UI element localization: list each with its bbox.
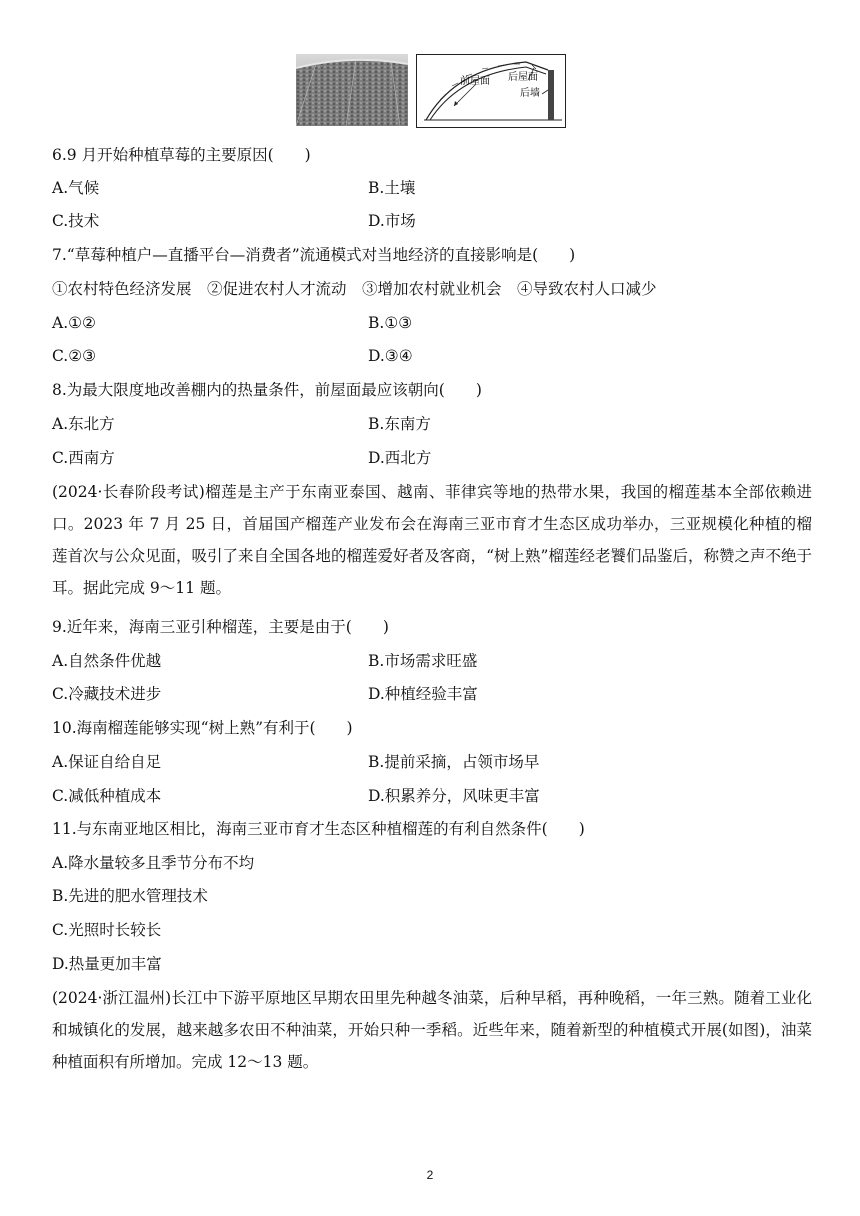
q8-option-b: B.东南方 [368, 415, 431, 433]
q10-option-d: D.积累养分，风味更丰富 [368, 787, 540, 805]
q9-option-a: A.自然条件优越 [52, 652, 162, 670]
q11-option-b: B.先进的肥水管理技术 [52, 887, 208, 905]
q11-option-d: D.热量更加丰富 [52, 955, 162, 973]
q8-stem: 8.为最大限度地改善棚内的热量条件，前屋面最应该朝向( ) [52, 381, 482, 399]
passage-rapeseed: (2024·浙江温州)长江中下游平原地区早期农田里先种越冬油菜，后种早稻，再种晚稻，一年三熟。随着工业化和城镇化的发展，越来越多农田不种油菜，开始只种一季稻。近些年来，随着新型的种植模式开展(如图)，油菜种植面积有所增加。完成 12～13 题。 [52, 989, 812, 1071]
q8-option-c: C.西南方 [52, 449, 115, 467]
q6-option-b: B.土壤 [368, 179, 416, 197]
label-front-roof: 前屋面 [460, 76, 490, 87]
greenhouse-photo [296, 54, 408, 126]
q7-option-d: D.③④ [368, 347, 413, 365]
q6-option-c: C.技术 [52, 212, 100, 230]
q9-stem: 9.近年来，海南三亚引种榴莲，主要是由于( ) [52, 618, 389, 636]
q10-option-c: C.减低种植成本 [52, 787, 162, 805]
figure-group [296, 54, 566, 128]
q8-option-a: A.东北方 [52, 415, 115, 433]
q6-stem: 6.9 月开始种植草莓的主要原因( ) [52, 146, 311, 164]
greenhouse-cross-section-diagram [416, 54, 566, 128]
q6-option-a: A.气候 [52, 179, 100, 197]
label-back-roof: 后屋面 [508, 72, 538, 83]
q7-option-a: A.①② [52, 314, 96, 332]
passage-durian: (2024·长春阶段考试)榴莲是主产于东南亚泰国、越南、菲律宾等地的热带水果，我国的榴莲基本全部依赖进口。2023 年 7 月 25 日，首届国产榴莲产业发布会在海南三亚市育才生态区成功举办，三亚规模化种植的榴莲首次与公众见面，吸引了来自全国各地的榴莲爱好者及客商，“树上熟”榴莲经老饕们品鉴后，称赞之声不绝于耳。据此完成 9～11 题。 [52, 483, 812, 597]
label-back-wall: 后墙 [520, 88, 540, 99]
q11-option-a: A.降水量较多且季节分布不均 [52, 854, 255, 872]
q7-option-c: C.②③ [52, 347, 97, 365]
q7-items: ①农村特色经济发展 ②促进农村人才流动 ③增加农村就业机会 ④导致农村人口减少 [52, 280, 657, 298]
page-number: 2 [426, 1168, 434, 1182]
q6-option-d: D.市场 [368, 212, 416, 230]
q9-option-b: B.市场需求旺盛 [368, 652, 478, 670]
q7-option-b: B.①③ [368, 314, 413, 332]
q11-option-c: C.光照时长较长 [52, 921, 162, 939]
q8-option-d: D.西北方 [368, 449, 432, 467]
q10-option-b: B.提前采摘，占领市场早 [368, 753, 540, 771]
q9-option-c: C.冷藏技术进步 [52, 685, 162, 703]
q11-stem: 11.与东南亚地区相比，海南三亚市育才生态区种植榴莲的有利自然条件( ) [52, 820, 585, 838]
q7-stem: 7.“草莓种植户—直播平台—消费者”流通模式对当地经济的直接影响是( ) [52, 246, 576, 264]
q9-option-d: D.种植经验丰富 [368, 685, 478, 703]
q10-stem: 10.海南榴莲能够实现“树上熟”有利于( ) [52, 719, 353, 737]
q10-option-a: A.保证自给自足 [52, 753, 162, 771]
